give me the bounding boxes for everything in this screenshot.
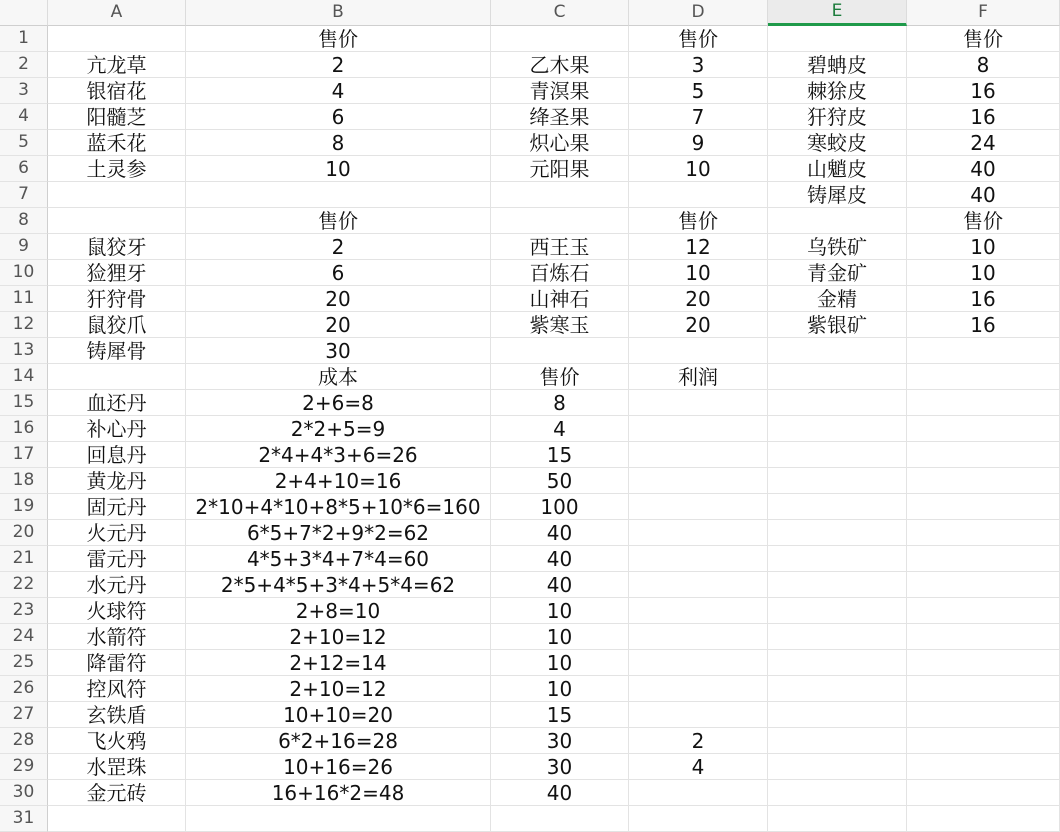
- cell-a11[interactable]: 犴狩骨: [48, 286, 186, 312]
- cell-a6[interactable]: 土灵参: [48, 156, 186, 182]
- cell-a31[interactable]: [48, 806, 186, 832]
- cell-d18[interactable]: [629, 468, 768, 494]
- cell-e7[interactable]: 铸犀皮: [768, 182, 907, 208]
- cell-c18[interactable]: 50: [491, 468, 629, 494]
- row-header[interactable]: 27: [0, 702, 48, 728]
- cell-b9[interactable]: 2: [186, 234, 491, 260]
- row-header[interactable]: 16: [0, 416, 48, 442]
- cell-f14[interactable]: [907, 364, 1060, 390]
- cell-f2[interactable]: 8: [907, 52, 1060, 78]
- cell-d23[interactable]: [629, 598, 768, 624]
- column-header-d[interactable]: D: [629, 0, 768, 26]
- cell-c7[interactable]: [491, 182, 629, 208]
- cell-a9[interactable]: 鼠狡牙: [48, 234, 186, 260]
- row-header[interactable]: 18: [0, 468, 48, 494]
- row-header[interactable]: 6: [0, 156, 48, 182]
- cell-f6[interactable]: 40: [907, 156, 1060, 182]
- cell-c26[interactable]: 10: [491, 676, 629, 702]
- cell-c19[interactable]: 100: [491, 494, 629, 520]
- cell-e29[interactable]: [768, 754, 907, 780]
- cell-d24[interactable]: [629, 624, 768, 650]
- cell-a30[interactable]: 金元砖: [48, 780, 186, 806]
- cell-c23[interactable]: 10: [491, 598, 629, 624]
- cell-b24[interactable]: 2+10=12: [186, 624, 491, 650]
- cell-a26[interactable]: 控风符: [48, 676, 186, 702]
- row-header[interactable]: 26: [0, 676, 48, 702]
- row-header[interactable]: 10: [0, 260, 48, 286]
- cell-b20[interactable]: 6*5+7*2+9*2=62: [186, 520, 491, 546]
- cell-e11[interactable]: 金精: [768, 286, 907, 312]
- cell-e27[interactable]: [768, 702, 907, 728]
- cell-f1[interactable]: 售价: [907, 26, 1060, 52]
- cell-e17[interactable]: [768, 442, 907, 468]
- cell-d25[interactable]: [629, 650, 768, 676]
- column-header-f[interactable]: F: [907, 0, 1060, 26]
- cell-a7[interactable]: [48, 182, 186, 208]
- cell-a23[interactable]: 火球符: [48, 598, 186, 624]
- cell-e18[interactable]: [768, 468, 907, 494]
- cell-a2[interactable]: 亢龙草: [48, 52, 186, 78]
- row-header[interactable]: 23: [0, 598, 48, 624]
- row-header[interactable]: 11: [0, 286, 48, 312]
- row-header[interactable]: 24: [0, 624, 48, 650]
- cell-b27[interactable]: 10+10=20: [186, 702, 491, 728]
- cell-f12[interactable]: 16: [907, 312, 1060, 338]
- cell-a3[interactable]: 银宿花: [48, 78, 186, 104]
- row-header[interactable]: 9: [0, 234, 48, 260]
- cell-e31[interactable]: [768, 806, 907, 832]
- row-header[interactable]: 25: [0, 650, 48, 676]
- cell-a25[interactable]: 降雷符: [48, 650, 186, 676]
- row-header[interactable]: 19: [0, 494, 48, 520]
- cell-a16[interactable]: 补心丹: [48, 416, 186, 442]
- cell-a24[interactable]: 水箭符: [48, 624, 186, 650]
- cell-d4[interactable]: 7: [629, 104, 768, 130]
- cell-e20[interactable]: [768, 520, 907, 546]
- cell-b16[interactable]: 2*2+5=9: [186, 416, 491, 442]
- cell-b3[interactable]: 4: [186, 78, 491, 104]
- cell-b30[interactable]: 16+16*2=48: [186, 780, 491, 806]
- cell-b31[interactable]: [186, 806, 491, 832]
- cell-c10[interactable]: 百炼石: [491, 260, 629, 286]
- cell-c9[interactable]: 西王玉: [491, 234, 629, 260]
- cell-c22[interactable]: 40: [491, 572, 629, 598]
- cell-d6[interactable]: 10: [629, 156, 768, 182]
- cell-d1[interactable]: 售价: [629, 26, 768, 52]
- cell-d7[interactable]: [629, 182, 768, 208]
- cell-e22[interactable]: [768, 572, 907, 598]
- cell-c27[interactable]: 15: [491, 702, 629, 728]
- column-header-b[interactable]: B: [186, 0, 491, 26]
- row-header[interactable]: 8: [0, 208, 48, 234]
- cell-f10[interactable]: 10: [907, 260, 1060, 286]
- cell-f31[interactable]: [907, 806, 1060, 832]
- cell-c6[interactable]: 元阳果: [491, 156, 629, 182]
- cell-e2[interactable]: 碧蚺皮: [768, 52, 907, 78]
- cell-b12[interactable]: 20: [186, 312, 491, 338]
- cell-d22[interactable]: [629, 572, 768, 598]
- cell-b26[interactable]: 2+10=12: [186, 676, 491, 702]
- cell-d16[interactable]: [629, 416, 768, 442]
- cell-c25[interactable]: 10: [491, 650, 629, 676]
- cell-f19[interactable]: [907, 494, 1060, 520]
- cell-c31[interactable]: [491, 806, 629, 832]
- cell-d3[interactable]: 5: [629, 78, 768, 104]
- row-header[interactable]: 20: [0, 520, 48, 546]
- cell-f7[interactable]: 40: [907, 182, 1060, 208]
- cell-d26[interactable]: [629, 676, 768, 702]
- cell-e30[interactable]: [768, 780, 907, 806]
- row-header[interactable]: 31: [0, 806, 48, 832]
- cell-b4[interactable]: 6: [186, 104, 491, 130]
- cell-c28[interactable]: 30: [491, 728, 629, 754]
- cell-a27[interactable]: 玄铁盾: [48, 702, 186, 728]
- cell-a15[interactable]: 血还丹: [48, 390, 186, 416]
- cell-b14[interactable]: 成本: [186, 364, 491, 390]
- cell-f28[interactable]: [907, 728, 1060, 754]
- cell-e25[interactable]: [768, 650, 907, 676]
- cell-c11[interactable]: 山神石: [491, 286, 629, 312]
- cell-d27[interactable]: [629, 702, 768, 728]
- cell-c24[interactable]: 10: [491, 624, 629, 650]
- cell-e23[interactable]: [768, 598, 907, 624]
- cell-b1[interactable]: 售价: [186, 26, 491, 52]
- cell-e4[interactable]: 犴狩皮: [768, 104, 907, 130]
- cell-d5[interactable]: 9: [629, 130, 768, 156]
- cell-a22[interactable]: 水元丹: [48, 572, 186, 598]
- row-header[interactable]: 29: [0, 754, 48, 780]
- cell-f29[interactable]: [907, 754, 1060, 780]
- cell-f13[interactable]: [907, 338, 1060, 364]
- cell-b7[interactable]: [186, 182, 491, 208]
- row-header[interactable]: 12: [0, 312, 48, 338]
- cell-e15[interactable]: [768, 390, 907, 416]
- cell-e3[interactable]: 棘狳皮: [768, 78, 907, 104]
- cell-d17[interactable]: [629, 442, 768, 468]
- cell-b23[interactable]: 2+8=10: [186, 598, 491, 624]
- cell-b22[interactable]: 2*5+4*5+3*4+5*4=62: [186, 572, 491, 598]
- cell-e28[interactable]: [768, 728, 907, 754]
- cell-b18[interactable]: 2+4+10=16: [186, 468, 491, 494]
- cell-e12[interactable]: 紫银矿: [768, 312, 907, 338]
- cell-f9[interactable]: 10: [907, 234, 1060, 260]
- cell-c29[interactable]: 30: [491, 754, 629, 780]
- cell-a4[interactable]: 阳髓芝: [48, 104, 186, 130]
- cell-b6[interactable]: 10: [186, 156, 491, 182]
- cell-c8[interactable]: [491, 208, 629, 234]
- cell-d21[interactable]: [629, 546, 768, 572]
- row-header[interactable]: 22: [0, 572, 48, 598]
- cell-c15[interactable]: 8: [491, 390, 629, 416]
- cell-b10[interactable]: 6: [186, 260, 491, 286]
- row-header[interactable]: 5: [0, 130, 48, 156]
- cell-b2[interactable]: 2: [186, 52, 491, 78]
- cell-a14[interactable]: [48, 364, 186, 390]
- cell-a10[interactable]: 猃狸牙: [48, 260, 186, 286]
- row-header[interactable]: 1: [0, 26, 48, 52]
- row-header[interactable]: 7: [0, 182, 48, 208]
- cell-c13[interactable]: [491, 338, 629, 364]
- cell-d2[interactable]: 3: [629, 52, 768, 78]
- cell-a17[interactable]: 回息丹: [48, 442, 186, 468]
- row-header[interactable]: 17: [0, 442, 48, 468]
- column-header-e[interactable]: E: [768, 0, 907, 26]
- cell-a12[interactable]: 鼠狡爪: [48, 312, 186, 338]
- cell-f16[interactable]: [907, 416, 1060, 442]
- cell-e9[interactable]: 乌铁矿: [768, 234, 907, 260]
- cell-f26[interactable]: [907, 676, 1060, 702]
- cell-a21[interactable]: 雷元丹: [48, 546, 186, 572]
- cell-f24[interactable]: [907, 624, 1060, 650]
- row-header[interactable]: 30: [0, 780, 48, 806]
- cell-b8[interactable]: 售价: [186, 208, 491, 234]
- cell-b11[interactable]: 20: [186, 286, 491, 312]
- cell-f3[interactable]: 16: [907, 78, 1060, 104]
- cell-e26[interactable]: [768, 676, 907, 702]
- cell-c5[interactable]: 炽心果: [491, 130, 629, 156]
- cell-d15[interactable]: [629, 390, 768, 416]
- cell-b28[interactable]: 6*2+16=28: [186, 728, 491, 754]
- cell-d19[interactable]: [629, 494, 768, 520]
- cell-e19[interactable]: [768, 494, 907, 520]
- cell-f22[interactable]: [907, 572, 1060, 598]
- cell-b25[interactable]: 2+12=14: [186, 650, 491, 676]
- cell-f21[interactable]: [907, 546, 1060, 572]
- cell-a1[interactable]: [48, 26, 186, 52]
- column-header-c[interactable]: C: [491, 0, 629, 26]
- cell-a28[interactable]: 飞火鸦: [48, 728, 186, 754]
- cell-d30[interactable]: [629, 780, 768, 806]
- cell-e24[interactable]: [768, 624, 907, 650]
- cell-a13[interactable]: 铸犀骨: [48, 338, 186, 364]
- cell-a19[interactable]: 固元丹: [48, 494, 186, 520]
- cell-a5[interactable]: 蓝禾花: [48, 130, 186, 156]
- cell-e21[interactable]: [768, 546, 907, 572]
- cell-f5[interactable]: 24: [907, 130, 1060, 156]
- cell-f30[interactable]: [907, 780, 1060, 806]
- cell-a18[interactable]: 黄龙丹: [48, 468, 186, 494]
- cell-c16[interactable]: 4: [491, 416, 629, 442]
- column-header-a[interactable]: A: [48, 0, 186, 26]
- cell-f25[interactable]: [907, 650, 1060, 676]
- cell-d20[interactable]: [629, 520, 768, 546]
- cell-c21[interactable]: 40: [491, 546, 629, 572]
- cell-e6[interactable]: 山魈皮: [768, 156, 907, 182]
- cell-f15[interactable]: [907, 390, 1060, 416]
- cell-b21[interactable]: 4*5+3*4+7*4=60: [186, 546, 491, 572]
- cell-c3[interactable]: 青溟果: [491, 78, 629, 104]
- cell-f23[interactable]: [907, 598, 1060, 624]
- cell-e14[interactable]: [768, 364, 907, 390]
- cell-c30[interactable]: 40: [491, 780, 629, 806]
- cell-f20[interactable]: [907, 520, 1060, 546]
- select-all-corner[interactable]: [0, 0, 48, 26]
- cell-b17[interactable]: 2*4+4*3+6=26: [186, 442, 491, 468]
- row-header[interactable]: 4: [0, 104, 48, 130]
- cell-b5[interactable]: 8: [186, 130, 491, 156]
- cell-e13[interactable]: [768, 338, 907, 364]
- cell-e8[interactable]: [768, 208, 907, 234]
- cell-c12[interactable]: 紫寒玉: [491, 312, 629, 338]
- cell-f8[interactable]: 售价: [907, 208, 1060, 234]
- cell-a8[interactable]: [48, 208, 186, 234]
- cell-d13[interactable]: [629, 338, 768, 364]
- cell-d14[interactable]: 利润: [629, 364, 768, 390]
- row-header[interactable]: 3: [0, 78, 48, 104]
- cell-c14[interactable]: 售价: [491, 364, 629, 390]
- cell-b19[interactable]: 2*10+4*10+8*5+10*6=160: [186, 494, 491, 520]
- cell-d11[interactable]: 20: [629, 286, 768, 312]
- row-header[interactable]: 15: [0, 390, 48, 416]
- cell-c1[interactable]: [491, 26, 629, 52]
- cell-e16[interactable]: [768, 416, 907, 442]
- cell-d9[interactable]: 12: [629, 234, 768, 260]
- cell-a29[interactable]: 水罡珠: [48, 754, 186, 780]
- cell-f18[interactable]: [907, 468, 1060, 494]
- cell-b13[interactable]: 30: [186, 338, 491, 364]
- cell-d31[interactable]: [629, 806, 768, 832]
- row-header[interactable]: 14: [0, 364, 48, 390]
- cell-d8[interactable]: 售价: [629, 208, 768, 234]
- cell-c17[interactable]: 15: [491, 442, 629, 468]
- cell-d10[interactable]: 10: [629, 260, 768, 286]
- cell-b29[interactable]: 10+16=26: [186, 754, 491, 780]
- cell-d29[interactable]: 4: [629, 754, 768, 780]
- cell-a20[interactable]: 火元丹: [48, 520, 186, 546]
- cell-c4[interactable]: 绛圣果: [491, 104, 629, 130]
- cell-f4[interactable]: 16: [907, 104, 1060, 130]
- cell-d12[interactable]: 20: [629, 312, 768, 338]
- cell-f17[interactable]: [907, 442, 1060, 468]
- row-header[interactable]: 21: [0, 546, 48, 572]
- cell-e10[interactable]: 青金矿: [768, 260, 907, 286]
- cell-c2[interactable]: 乙木果: [491, 52, 629, 78]
- row-header[interactable]: 2: [0, 52, 48, 78]
- row-header[interactable]: 13: [0, 338, 48, 364]
- cell-b15[interactable]: 2+6=8: [186, 390, 491, 416]
- row-header[interactable]: 28: [0, 728, 48, 754]
- cell-e1[interactable]: [768, 26, 907, 52]
- cell-c20[interactable]: 40: [491, 520, 629, 546]
- cell-d28[interactable]: 2: [629, 728, 768, 754]
- cell-f27[interactable]: [907, 702, 1060, 728]
- cell-e5[interactable]: 寒蛟皮: [768, 130, 907, 156]
- cell-f11[interactable]: 16: [907, 286, 1060, 312]
